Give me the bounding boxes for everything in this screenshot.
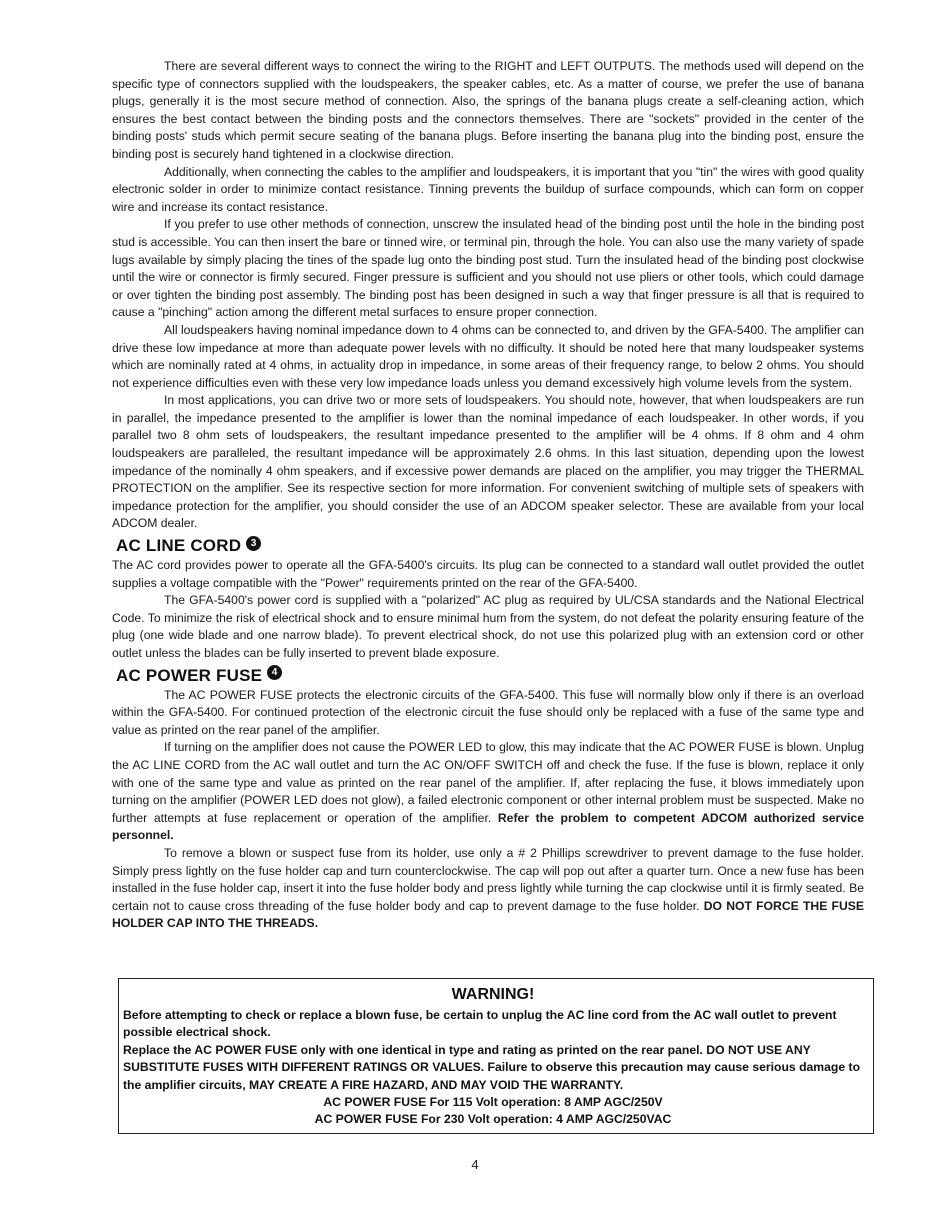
page-number: 4 [471,1157,479,1172]
intro-paragraph-4: All loudspeakers having nominal impedance down to 4 ohms can be connected to, and driven by the GFA-5400. The amplifier can drive these low impedance at more than adequate power levels with no difficulty. It should be noted here that many loudspeaker systems which are nominally rated at 4 ohms, in actuality drop in impedance, in some areas of their frequency range, to below 2 ohms. You should not experience difficulties even with these very low impedance loads unless you demand excessively high volume levels from the system. [112,322,864,390]
warning-box [118,978,874,1134]
warning-line-2: Replace the AC POWER FUSE only with one identical in type and rating as printed on the rear panel. DO NOT USE ANY SUBSTITUTE FUSES WITH DIFFERENT RATINGS OR VALUES. Failure to observe this precaution may cause serious damage to the amplifier circuits, MAY CREATE A FIRE HAZARD, AND MAY VOID THE WARRANTY. [123,1042,861,1092]
ac-power-fuse-paragraph-2-text: If turning on the amplifier does not cause the POWER LED to glow, this may indicate that the AC POWER FUSE is blown. Unplug the AC LINE CORD from the AC wall outlet and turn the AC ON/OFF SWITCH off and check the fuse. If the fuse is blown, replace it only with one of the same type and value as printed on the rear panel of the amplifier. If, after replacing the fuse, it blows immediately upon turning on the amplifier (POWER LED does not glow), a failed electronic component or other internal problem must be suspected. Make no further attempts at fuse replacement or operation of the amplifier. [112,740,864,825]
warning-title: WARNING! [451,986,535,1003]
ac-line-cord-heading [116,536,864,556]
ac-power-fuse-paragraph-1: The AC POWER FUSE protects the electronic circuits of the GFA-5400. This fuse will normally blow only if there is an overload within the GFA-5400. For continued protection of the electronic circuit the fuse should only be replaced with a fuse of the same type and value as printed on the rear panel of the amplifier. [112,687,864,737]
fuse-rating-115: AC POWER FUSE For 115 Volt operation: 8 AMP AGC/250V [323,1095,663,1110]
ac-power-fuse-paragraph-3 [112,845,864,933]
ac-power-fuse-heading-text: AC POWER FUSE [116,665,263,685]
ac-line-cord-badge: 3 [246,536,261,551]
fuse-rating-230: AC POWER FUSE For 230 Volt operation: 4 AMP AGC/250VAC [314,1112,672,1127]
ac-power-fuse-badge: 4 [267,665,282,680]
intro-paragraph-2: Additionally, when connecting the cables to the amplifier and loudspeakers, it is important that you "tin" the wires with good quality electronic solder in order to minimize contact resistance. Tinning prevents the buildup of surface compounds, which can form on copper wire and increase its contact resistance. [112,164,864,214]
ac-line-cord-heading-text: AC LINE CORD [116,536,242,556]
service-referral-text: Refer the problem to competent ADCOM authorized service personnel. [112,810,864,843]
ac-line-cord-paragraph-2: The GFA-5400's power cord is supplied with a "polarized" AC plug as required by UL/CSA standards and the National Electrical Code. To minimize the risk of electrical shock and to ensure minimal hum from the system, do not defeat the polarity ensuring feature of the plug (one wide blade and one narrow blade). To prevent electrical shock, do not use this polarized plug with an extension cord or other outlet unless the blades can be fully inserted to prevent blade exposure. [112,593,864,660]
fuse-cap-warning-text: DO NOT FORCE THE FUSE HOLDER CAP INTO THE THREADS. [112,898,865,931]
body-text [112,58,864,933]
intro-paragraph-1: There are several different ways to connect the wiring to the RIGHT and LEFT OUTPUTS. The methods used will depend on the specific type of connectors supplied with the loudspeakers, the speaker cables, etc. As a matter of course, we prefer the use of banana plugs, generally it is the most secure method of connection. Also, the springs of the banana plugs create a self-cleaning action, which ensures the best contact between the binding posts and the connectors themselves. There are "sockets" provided in the center of the binding posts' studs which permit secure seating of the banana plugs. Before inserting the banana plug into the binding post, ensure the binding post is securely hand tightened in a clockwise direction. [112,59,864,161]
warning-line-1: Before attempting to check or replace a blown fuse, be certain to unplug the AC line cord from the AC wall outlet to prevent possible electrical shock. [123,1008,837,1040]
intro-paragraph-3: If you prefer to use other methods of connection, unscrew the insulated head of the binding post until the hole in the binding post stud is accessible. You can then insert the bare or tinned wire, or terminal pin, through the hole. You can also use the many variety of spade lugs available by simply placing the tines of the spade lug onto the binding post stud. Turn the insulated head of the binding post clockwise until the wire or connector is firmly secured. Finger pressure is sufficient and you should not use pliers or other tools, which could damage or over tighten the binding post assembly. The binding post has been designed in such a way that finger pressure is all that is required to cause a "pinching" action among the different metal surfaces to ensure proper connection. [112,217,864,320]
ac-power-fuse-paragraph-3-text: To remove a blown or suspect fuse from its holder, use only a # 2 Phillips screwdriver to prevent damage to the fuse holder. Simply press lightly on the fuse holder cap and turn counterclockwise. The cap will pop out after a quarter turn. Once a new fuse has been installed in the fuse holder cap, insert it into the fuse holder body and press lightly while turning the cap clockwise until it is firmly seated. Be certain not to cause cross threading of the fuse holder body and cap to prevent damage to the fuse holder. [112,845,864,913]
ac-line-cord-paragraph-1: The AC cord provides power to operate all the GFA-5400's circuits. Its plug can be connected to a standard wall outlet provided the outlet supplies a voltage compatible with the "Power" requirements printed on the rear of the GFA-5400. [112,558,864,590]
ac-power-fuse-heading [116,666,864,686]
intro-paragraph-5: In most applications, you can drive two or more sets of loudspeakers. You should note, however, that when loudspeakers are run in parallel, the impedance presented to the amplifier is lower than the nominal impedance of each loudspeaker. In other words, if you parallel two 8 ohm sets of loudspeakers, the resultant impedance presented to the amplifier will be 4 ohms. If 8 ohm and 4 ohm loudspeakers are paralleled, the resultant impedance will be approximately 2.6 ohms. In this last situation, depending upon the lowest impedance of the nominally 4 ohm speakers, and if excessive power demands are placed on the amplifier, you may trigger the THERMAL PROTECTION on the amplifier. See its respective section for more information. For convenient switching of multiple sets of speakers with impedance protection for the amplifier, you should consider the use of an ADCOM speaker selector. These are available from your local ADCOM dealer. [112,393,864,531]
ac-power-fuse-paragraph-2 [112,739,864,845]
